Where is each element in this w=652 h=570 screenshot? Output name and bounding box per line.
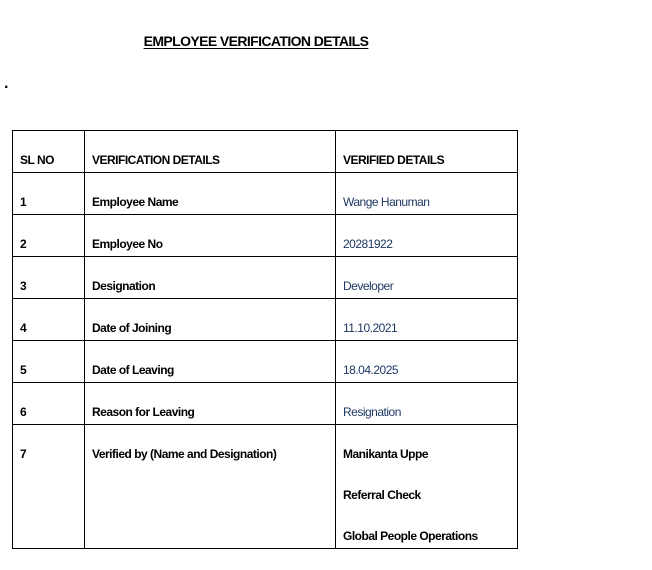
document-title: EMPLOYEE VERIFICATION DETAILS [143, 33, 369, 49]
table-row [13, 257, 518, 299]
stray-mark: . [4, 75, 9, 92]
verifier-team: Global People Operations [343, 529, 478, 543]
row-sl-number: 6 [13, 383, 85, 425]
row-sl-number: 5 [13, 341, 85, 383]
row-sl-number: 1 [13, 173, 85, 215]
row-value: 11.10.2021 [336, 299, 518, 341]
table-row [13, 341, 518, 383]
verifier-department: Referral Check [343, 488, 421, 502]
row-sl-number: 7 [13, 425, 85, 549]
row-value: 20281922 [336, 215, 518, 257]
row-sl-number: 2 [13, 215, 85, 257]
verified-by-row [13, 425, 518, 549]
table-row [13, 173, 518, 215]
row-value: Developer [336, 257, 518, 299]
row-value: Resignation [336, 383, 518, 425]
row-sl-number: 4 [13, 299, 85, 341]
row-label: Date of Leaving [85, 341, 336, 383]
row-label: Designation [85, 257, 336, 299]
header-verified-details: VERIFIED DETAILS [336, 131, 518, 173]
row-value: 18.04.2025 [336, 341, 518, 383]
row-value: Wange Hanuman [336, 173, 518, 215]
verification-table [12, 130, 518, 549]
row-label: Employee No [85, 215, 336, 257]
row-sl-number: 3 [13, 257, 85, 299]
verifier-details [336, 425, 518, 549]
verifier-name: Manikanta Uppe [343, 447, 429, 461]
header-verification-details: VERIFICATION DETAILS [85, 131, 336, 173]
header-sl-no: SL NO [13, 131, 85, 173]
table-row [13, 383, 518, 425]
table-row [13, 215, 518, 257]
table-row [13, 299, 518, 341]
row-label: Verified by (Name and Designation) [85, 425, 336, 549]
row-label: Date of Joining [85, 299, 336, 341]
row-label: Reason for Leaving [85, 383, 336, 425]
row-label: Employee Name [85, 173, 336, 215]
table-header-row [13, 131, 518, 173]
